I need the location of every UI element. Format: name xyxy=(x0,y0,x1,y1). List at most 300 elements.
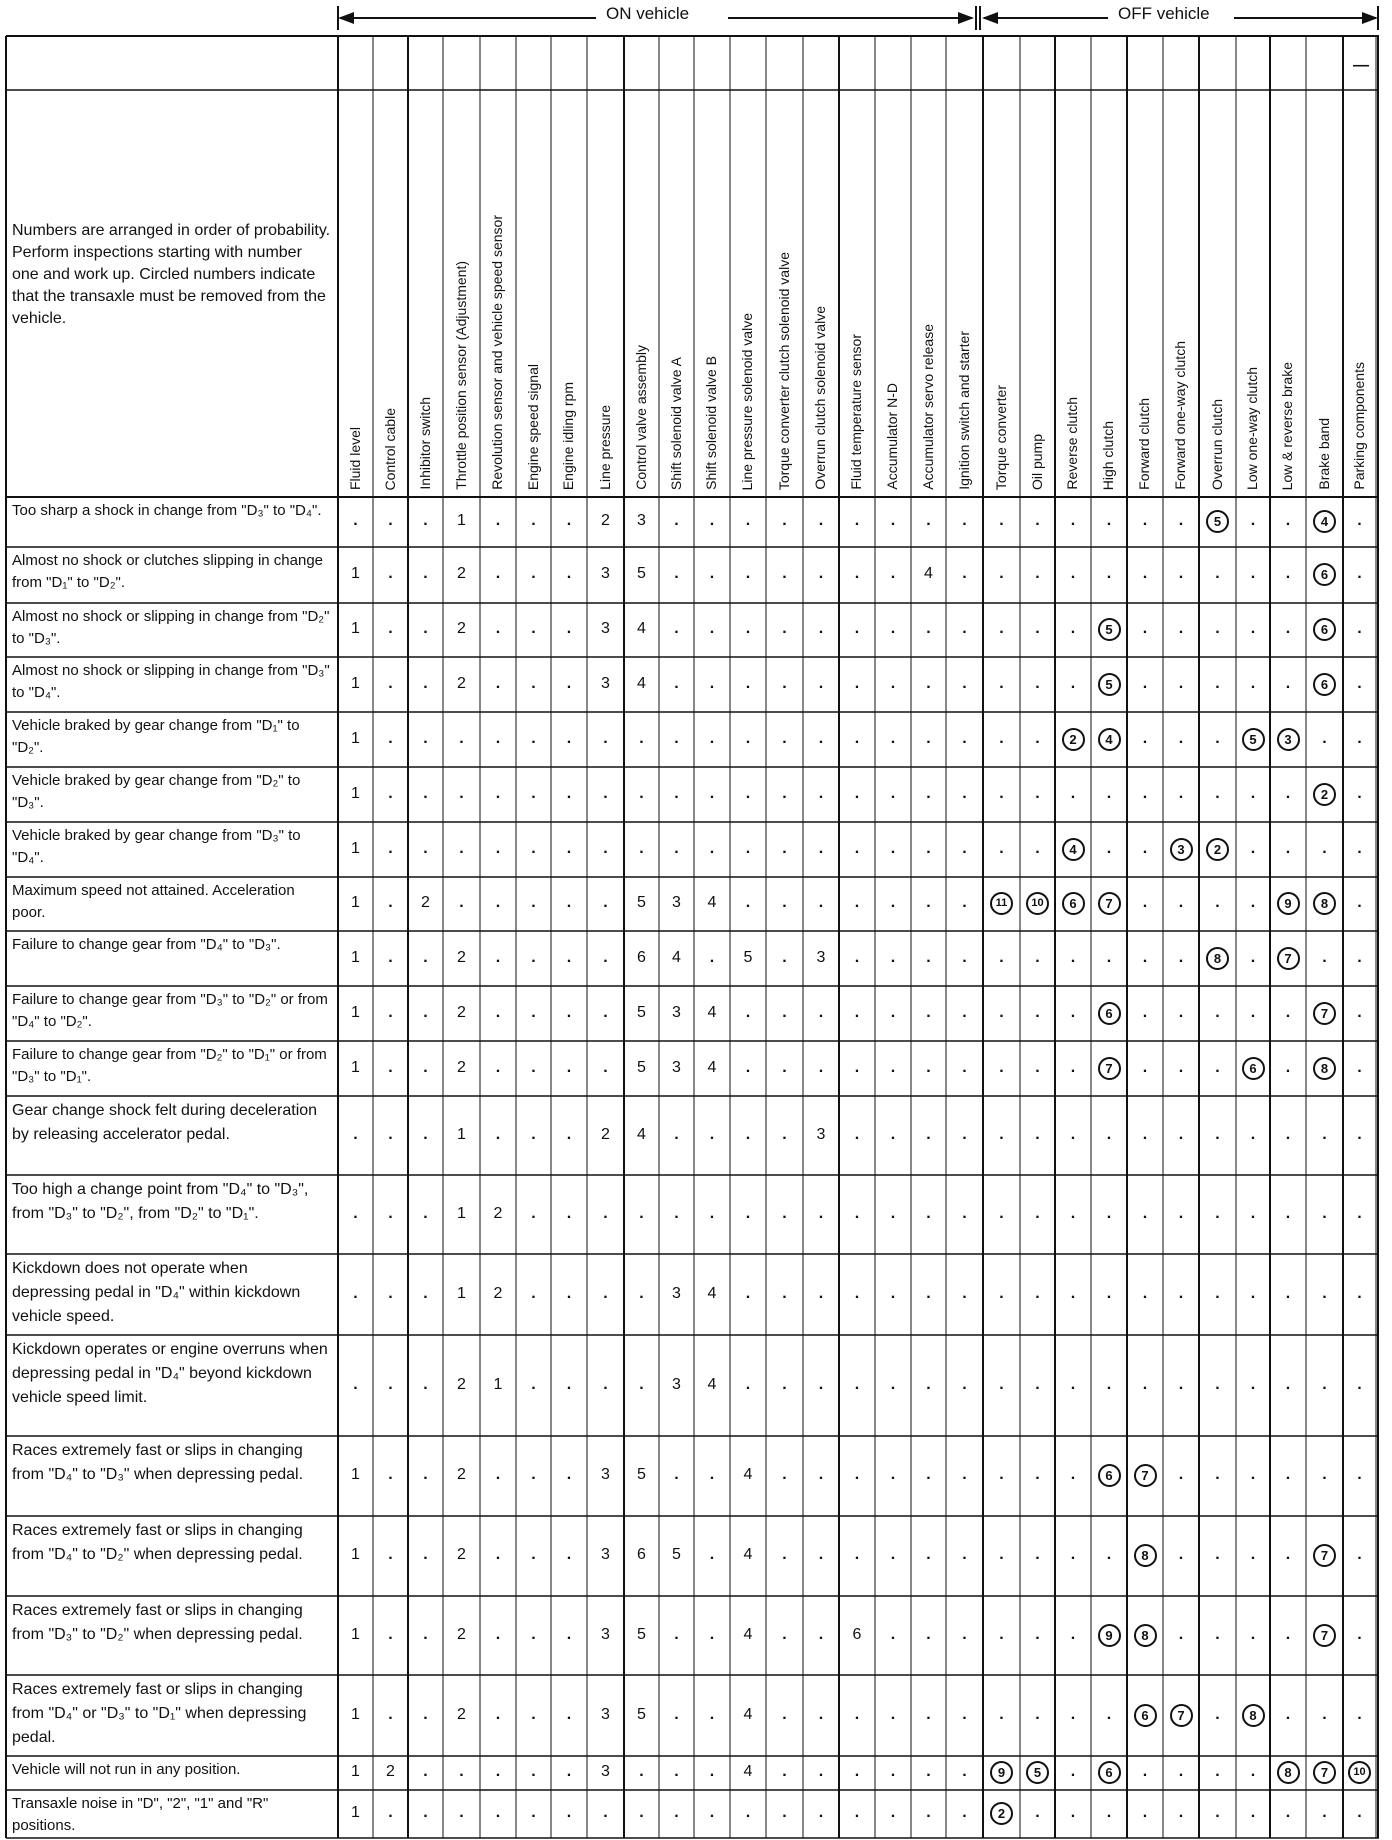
table-cell xyxy=(983,1802,1020,1825)
table-cell: 3 xyxy=(601,1546,610,1563)
table-cell: . xyxy=(531,1546,536,1563)
table-cell: . xyxy=(423,1804,428,1821)
table-cell: . xyxy=(999,1284,1004,1302)
table-cell: . xyxy=(709,674,715,692)
table-cell xyxy=(1236,1057,1270,1080)
table-cell: 3 xyxy=(637,512,646,529)
table-cell: . xyxy=(854,729,860,747)
table-cell xyxy=(1306,510,1343,533)
probability-note: Numbers are arranged in order of probability. Perform inspections starting with number one and work up. Circled numbers indicate that the transaxle must be removed from the vehicle. xyxy=(12,222,331,327)
table-cell: . xyxy=(782,565,787,582)
table-cell: . xyxy=(388,839,393,857)
table-cell: . xyxy=(531,1466,536,1483)
table-cell: . xyxy=(566,1058,572,1076)
table-cell: . xyxy=(999,1705,1004,1723)
table-cell: . xyxy=(603,784,608,802)
table-cell: . xyxy=(962,1705,967,1723)
table-cell: . xyxy=(1285,1705,1291,1723)
table-cell: . xyxy=(531,784,536,802)
table-cell xyxy=(1091,673,1127,696)
table-cell: . xyxy=(1178,565,1184,582)
table-cell: . xyxy=(1106,512,1112,529)
table-cell: . xyxy=(926,1375,931,1393)
circled-number: 2 xyxy=(990,1802,1013,1825)
table-cell: . xyxy=(603,729,608,747)
circled-number: 7 xyxy=(1170,1704,1193,1727)
circled-number: 5 xyxy=(1098,673,1121,696)
table-cell: . xyxy=(423,1546,428,1563)
table-cell: . xyxy=(745,1058,751,1076)
table-cell: . xyxy=(1357,620,1362,637)
table-cell: . xyxy=(1035,1058,1040,1076)
table-cell: . xyxy=(999,512,1004,529)
row-label: Kickdown does not operate when depressing pedal in "D₄" within kickdown vehicle speed. xyxy=(12,1260,301,1325)
table-cell: . xyxy=(1285,1546,1291,1563)
table-cell: . xyxy=(495,674,501,692)
table-cell: . xyxy=(639,1763,644,1780)
circled-number: 9 xyxy=(1098,1624,1121,1647)
column-header: Line pressure solenoid valve xyxy=(739,312,755,490)
table-cell xyxy=(1270,947,1306,970)
table-cell: . xyxy=(709,620,715,637)
table-cell: . xyxy=(1035,1003,1040,1021)
circled-number: 8 xyxy=(1313,1057,1336,1080)
table-cell: 6 xyxy=(637,948,646,966)
column-header: Overrun clutch xyxy=(1208,398,1225,490)
table-cell: . xyxy=(1215,1003,1220,1021)
table-cell: . xyxy=(999,1058,1004,1076)
table-cell: . xyxy=(1357,512,1362,529)
table-cell: 4 xyxy=(924,565,933,582)
row-label: Vehicle will not run in any position. xyxy=(12,1761,241,1778)
table-cell: . xyxy=(1035,1546,1040,1563)
table-cell: . xyxy=(388,1466,393,1483)
table-cell: . xyxy=(782,1763,787,1780)
table-cell: . xyxy=(1285,512,1291,529)
row-label: Maximum speed not attained. Acceleration poor. xyxy=(12,882,295,921)
table-cell: . xyxy=(495,620,501,637)
table-cell: 1 xyxy=(351,784,360,802)
table-cell: . xyxy=(818,620,824,637)
circled-number: 6 xyxy=(1098,1464,1121,1487)
table-cell: . xyxy=(926,729,931,747)
table-cell: . xyxy=(926,1125,931,1143)
table-cell: . xyxy=(1142,674,1148,692)
row-label: Failure to change gear from "D₄" to "D₃". xyxy=(12,936,281,953)
table-cell: . xyxy=(1250,1375,1256,1393)
table-cell: . xyxy=(962,1375,967,1393)
table-cell: . xyxy=(1035,839,1040,857)
table-cell: . xyxy=(1106,1705,1112,1723)
table-cell: . xyxy=(353,1284,358,1302)
row-label: Vehicle braked by gear change from "D₁" to "D₂". xyxy=(12,717,300,756)
table-cell: 5 xyxy=(672,1546,681,1563)
table-cell: . xyxy=(890,1705,896,1723)
table-cell: 4 xyxy=(637,1125,646,1143)
table-cell: . xyxy=(818,1466,824,1483)
table-cell: . xyxy=(1357,1125,1362,1143)
table-cell: 2 xyxy=(457,1003,466,1021)
table-cell: . xyxy=(926,1466,931,1483)
table-cell: . xyxy=(1142,839,1148,857)
table-cell: . xyxy=(782,1546,787,1563)
table-cell xyxy=(1163,838,1199,861)
table-cell: . xyxy=(1357,948,1362,966)
table-cell: 6 xyxy=(852,1625,862,1643)
table-cell: . xyxy=(674,1705,679,1723)
table-cell: . xyxy=(388,512,393,529)
table-cell xyxy=(1163,1704,1199,1727)
table-cell: . xyxy=(423,1375,428,1393)
table-cell: . xyxy=(1070,674,1076,692)
table-cell: 1 xyxy=(457,1204,466,1222)
table-cell xyxy=(1306,1544,1343,1567)
table-cell: . xyxy=(854,674,860,692)
circled-number: 9 xyxy=(990,1761,1013,1784)
table-cell: 4 xyxy=(743,1705,753,1723)
table-cell: . xyxy=(782,839,787,857)
table-cell: 5 xyxy=(637,1003,646,1021)
table-cell: . xyxy=(999,784,1004,802)
table-cell: . xyxy=(890,1546,896,1563)
table-cell: . xyxy=(890,1284,896,1302)
table-cell: . xyxy=(999,1375,1004,1393)
table-cell xyxy=(1091,618,1127,641)
circled-number: 7 xyxy=(1313,1624,1336,1647)
table-cell: . xyxy=(782,1804,787,1821)
table-cell: . xyxy=(962,1284,967,1302)
circled-number: 6 xyxy=(1134,1704,1157,1727)
table-cell: . xyxy=(890,894,896,911)
table-cell: . xyxy=(531,1003,536,1021)
table-cell: . xyxy=(1322,1204,1327,1222)
table-cell: . xyxy=(423,1763,428,1780)
column-header: Revolution sensor and vehicle speed sensor xyxy=(489,215,505,490)
table-cell: . xyxy=(495,1466,501,1483)
table-cell: 2 xyxy=(457,1705,466,1723)
column-header: Fluid temperature sensor xyxy=(848,334,864,490)
circled-number: 6 xyxy=(1313,673,1336,696)
table-cell: 2 xyxy=(601,512,610,529)
table-cell xyxy=(983,1761,1020,1784)
table-cell: . xyxy=(531,729,536,747)
row-label: Races extremely fast or slips in changing from "D₄" to "D₂" when depressing pedal. xyxy=(12,1522,303,1563)
column-header: Engine idling rpm xyxy=(560,381,576,490)
table-cell: . xyxy=(1070,1804,1076,1821)
table-cell: . xyxy=(1215,674,1220,692)
table-cell: . xyxy=(459,1763,464,1780)
table-cell: . xyxy=(531,948,536,966)
row-label: Transaxle noise in "D", "2", "1" and "R" positions. xyxy=(12,1795,269,1834)
table-cell: . xyxy=(423,512,428,529)
table-cell: . xyxy=(745,894,751,911)
table-cell: . xyxy=(1070,1204,1076,1222)
table-cell: 1 xyxy=(351,565,360,582)
table-cell: . xyxy=(388,1375,393,1393)
column-header: Torque converter xyxy=(992,384,1009,490)
table-cell: . xyxy=(1178,784,1184,802)
table-cell xyxy=(1020,892,1055,915)
table-cell: . xyxy=(999,674,1004,692)
table-cell: . xyxy=(709,784,715,802)
circled-number: 4 xyxy=(1313,510,1336,533)
table-cell: . xyxy=(1357,729,1362,747)
table-cell xyxy=(1091,1057,1127,1080)
table-cell: . xyxy=(1250,620,1256,637)
table-cell xyxy=(1306,1057,1343,1080)
table-cell xyxy=(1306,1002,1343,1025)
row-label: Failure to change gear from "D₃" to "D₂" or from "D₄" to "D₂". xyxy=(12,991,328,1030)
table-cell: . xyxy=(495,839,501,857)
table-cell: . xyxy=(745,1284,751,1302)
table-cell: 3 xyxy=(672,1284,681,1302)
table-cell: . xyxy=(782,1625,787,1643)
table-cell: 1 xyxy=(351,1003,360,1021)
table-cell: . xyxy=(999,1204,1004,1222)
table-cell: . xyxy=(854,1375,860,1393)
table-cell: . xyxy=(459,839,464,857)
table-cell: . xyxy=(999,729,1004,747)
table-cell: 3 xyxy=(672,1058,681,1076)
table-cell: . xyxy=(1035,1804,1040,1821)
column-header: Reverse clutch xyxy=(1064,397,1080,490)
table-cell: . xyxy=(1285,1375,1291,1393)
table-cell: . xyxy=(962,1546,967,1563)
table-cell: . xyxy=(1250,1003,1256,1021)
table-cell: . xyxy=(1215,1204,1220,1222)
table-cell: . xyxy=(782,1125,787,1143)
table-cell: . xyxy=(962,839,967,857)
table-cell: . xyxy=(890,1204,896,1222)
table-cell: . xyxy=(1357,674,1362,692)
table-cell: . xyxy=(1178,1625,1184,1643)
table-cell: . xyxy=(495,784,501,802)
table-cell: . xyxy=(639,839,644,857)
table-cell: . xyxy=(1178,674,1184,692)
table-cell: 2 xyxy=(457,1546,466,1563)
table-cell: . xyxy=(1178,1804,1184,1821)
table-cell: 1 xyxy=(351,839,360,857)
table-cell: . xyxy=(566,1804,572,1821)
table-cell xyxy=(1199,947,1236,970)
circled-number: 3 xyxy=(1170,838,1193,861)
table-cell: . xyxy=(1285,1625,1291,1643)
table-cell: . xyxy=(1035,784,1040,802)
column-header: Inhibitor switch xyxy=(416,397,433,490)
table-cell: . xyxy=(353,1125,358,1143)
circled-number: 4 xyxy=(1062,838,1085,861)
table-cell: . xyxy=(1035,512,1040,529)
table-cell: . xyxy=(962,674,967,692)
table-cell: . xyxy=(1357,1625,1362,1643)
table-cell: 5 xyxy=(637,1705,646,1723)
table-cell: . xyxy=(782,1284,787,1302)
table-cell: . xyxy=(459,784,464,802)
table-cell: . xyxy=(1178,1763,1184,1780)
table-cell: . xyxy=(818,1003,824,1021)
table-cell: . xyxy=(854,1705,860,1723)
table-cell: . xyxy=(388,674,393,692)
row-label: Too sharp a shock in change from "D₃" to "D₄". xyxy=(12,502,322,519)
circled-number: 7 xyxy=(1098,1057,1121,1080)
table-cell: 2 xyxy=(457,674,466,692)
table-cell: . xyxy=(1178,729,1184,747)
table-cell: . xyxy=(890,512,896,529)
table-cell: . xyxy=(674,1125,679,1143)
table-cell: . xyxy=(1357,1284,1362,1302)
table-cell: . xyxy=(1178,894,1184,911)
table-cell: . xyxy=(1035,674,1040,692)
table-cell: . xyxy=(566,1705,572,1723)
circled-number: 9 xyxy=(1277,892,1300,915)
table-cell: . xyxy=(962,620,967,637)
table-cell: . xyxy=(1106,1804,1112,1821)
table-cell: . xyxy=(709,1763,715,1780)
table-cell: . xyxy=(745,620,751,637)
table-cell: . xyxy=(1357,1705,1362,1723)
table-cell: . xyxy=(962,1804,967,1821)
table-cell: . xyxy=(1142,1125,1148,1143)
circled-number: 6 xyxy=(1098,1761,1121,1784)
table-cell: . xyxy=(890,1125,896,1143)
table-cell: . xyxy=(745,729,751,747)
table-cell: . xyxy=(854,1284,860,1302)
table-cell: . xyxy=(1285,1204,1291,1222)
table-cell: . xyxy=(1142,729,1148,747)
table-cell: . xyxy=(495,1058,501,1076)
table-cell: . xyxy=(1070,620,1076,637)
table-cell: . xyxy=(854,512,860,529)
table-cell: . xyxy=(423,674,428,692)
table-cell: . xyxy=(709,729,715,747)
circled-number: 6 xyxy=(1313,563,1336,586)
table-cell: . xyxy=(1215,894,1220,911)
table-cell: . xyxy=(566,784,572,802)
arrow-head-left xyxy=(982,12,998,24)
table-cell: . xyxy=(818,1763,824,1780)
table-cell: 3 xyxy=(601,620,610,637)
table-cell: 2 xyxy=(457,1058,466,1076)
table-cell: . xyxy=(782,620,787,637)
table-cell: . xyxy=(1215,1375,1220,1393)
column-header: Low one-way clutch xyxy=(1244,367,1260,490)
table-cell: . xyxy=(1035,1625,1040,1643)
table-cell: . xyxy=(818,894,824,911)
table-cell: . xyxy=(818,1204,824,1222)
column-header: Control cable xyxy=(381,407,398,490)
table-cell: . xyxy=(1357,1804,1362,1821)
table-cell: . xyxy=(1035,948,1040,966)
table-cell: . xyxy=(890,565,896,582)
table-cell: . xyxy=(1070,1375,1076,1393)
table-cell: . xyxy=(962,784,967,802)
table-cell: . xyxy=(926,948,931,966)
table-cell: . xyxy=(1322,1375,1327,1393)
table-cell: . xyxy=(709,1705,715,1723)
table-cell: . xyxy=(423,839,428,857)
table-cell: 5 xyxy=(743,948,753,966)
circled-number: 5 xyxy=(1206,510,1229,533)
table-cell: . xyxy=(926,674,931,692)
circled-number: 8 xyxy=(1313,892,1336,915)
circled-number: 8 xyxy=(1242,1704,1265,1727)
table-cell: . xyxy=(745,1204,751,1222)
table-cell: . xyxy=(1357,565,1362,582)
table-cell: . xyxy=(388,1125,393,1143)
table-cell: . xyxy=(854,894,860,911)
table-cell: . xyxy=(1106,784,1112,802)
table-cell: . xyxy=(674,1763,679,1780)
circled-number: 7 xyxy=(1098,892,1121,915)
table-cell: . xyxy=(962,1625,967,1643)
table-cell: . xyxy=(818,565,824,582)
table-cell: . xyxy=(1250,1466,1256,1483)
table-cell: . xyxy=(459,894,464,911)
row-label: Races extremely fast or slips in changing from "D₄" or "D₃" to "D₁" when depressing pedal. xyxy=(12,1681,307,1746)
table-cell: . xyxy=(818,1375,824,1393)
table-cell: . xyxy=(1215,1763,1220,1780)
table-cell: 2 xyxy=(386,1763,395,1780)
table-cell xyxy=(1091,1464,1127,1487)
table-cell: . xyxy=(1106,948,1112,966)
table-cell: 4 xyxy=(637,674,646,692)
table-cell: 2 xyxy=(457,1625,466,1643)
table-cell: . xyxy=(531,1375,536,1393)
circled-number: 6 xyxy=(1313,618,1336,641)
arrow-head-left xyxy=(338,12,354,24)
table-cell: . xyxy=(745,1003,751,1021)
table-cell: . xyxy=(1250,1763,1256,1780)
table-cell: . xyxy=(1215,1804,1220,1821)
column-header: High clutch xyxy=(1100,420,1116,490)
table-cell: 2 xyxy=(457,565,466,582)
table-cell: 1 xyxy=(351,1058,360,1076)
table-cell: . xyxy=(926,1763,931,1780)
table-cell: . xyxy=(388,894,393,911)
table-cell: . xyxy=(890,1763,896,1780)
column-header: Shift solenoid valve B xyxy=(703,356,719,490)
table-cell: . xyxy=(890,948,896,966)
table-cell: . xyxy=(962,565,967,582)
table-cell: . xyxy=(1250,948,1256,966)
table-cell: 2 xyxy=(601,1125,610,1143)
table-cell: . xyxy=(854,784,860,802)
table-cell: . xyxy=(603,1003,608,1021)
circled-number: 6 xyxy=(1242,1057,1265,1080)
row-label: Vehicle braked by gear change from "D₃" to "D₄". xyxy=(12,827,301,866)
table-cell: . xyxy=(1250,512,1256,529)
table-cell: . xyxy=(531,512,536,529)
table-cell: . xyxy=(388,948,393,966)
table-cell xyxy=(1127,1624,1163,1647)
table-cell: . xyxy=(1215,1466,1220,1483)
table-cell: . xyxy=(1142,1804,1148,1821)
table-cell: 4 xyxy=(707,1284,717,1302)
table-cell: . xyxy=(566,1546,572,1563)
table-cell: . xyxy=(495,1763,501,1780)
table-cell: . xyxy=(1106,1125,1112,1143)
parking-dash: — xyxy=(1353,57,1369,74)
table-cell: . xyxy=(818,1546,824,1563)
table-cell: . xyxy=(674,1204,679,1222)
table-cell: . xyxy=(1285,1003,1291,1021)
table-cell: . xyxy=(674,565,679,582)
table-cell: . xyxy=(353,1204,358,1222)
table-cell: . xyxy=(1285,1284,1291,1302)
table-cell: 2 xyxy=(457,1375,466,1393)
table-cell: . xyxy=(531,1284,536,1302)
table-cell: . xyxy=(531,894,536,911)
